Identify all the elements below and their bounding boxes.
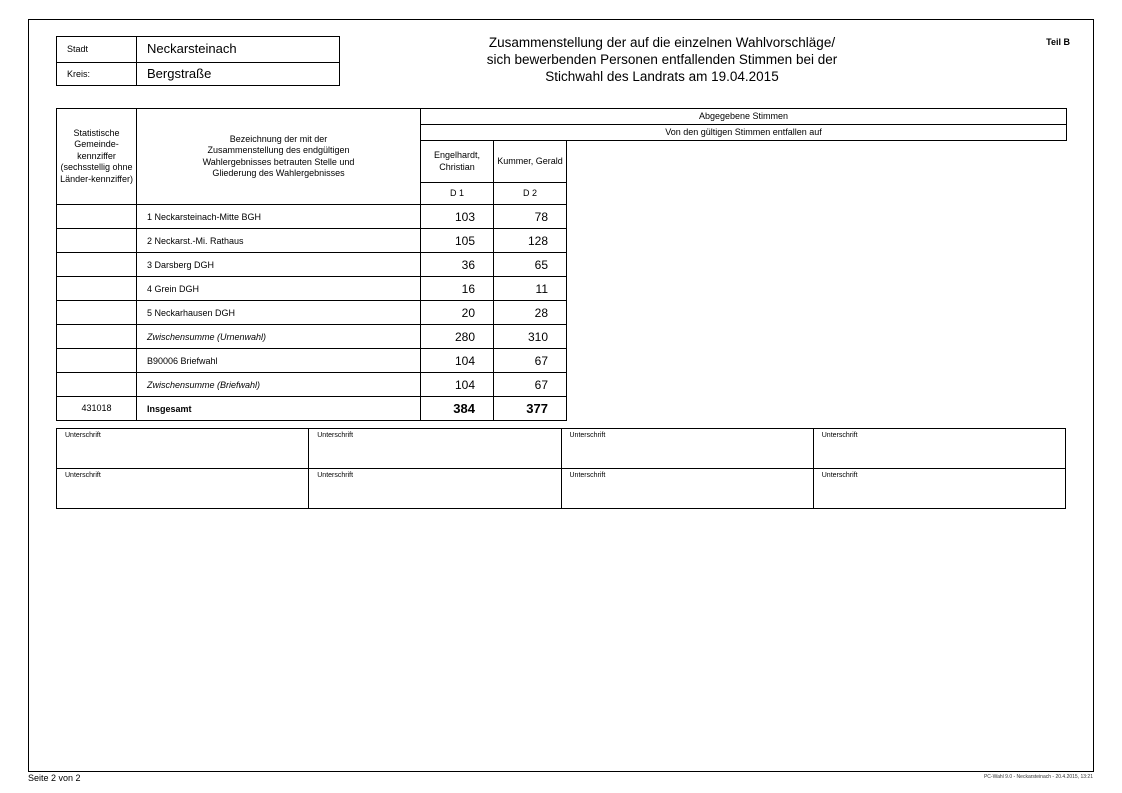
software-footer: PC-Wahl 9.0 - Neckarsteinach - 20.4.2015, 13:21 bbox=[983, 774, 1093, 780]
table-row bbox=[57, 301, 1067, 325]
total-d1: 384 bbox=[421, 397, 494, 421]
stadt-row bbox=[57, 37, 339, 63]
col-header-stat: Statistische Gemeinde-kennziffer (sechsstellig ohne Länder-kennziffer) bbox=[57, 109, 137, 205]
row-d1: 36 bbox=[421, 253, 494, 277]
title-line-2: sich bewerbenden Personen entfallenden Stimmen bei der bbox=[486, 52, 838, 67]
kreis-value: Bergstraße bbox=[147, 66, 212, 81]
row-d1: 104 bbox=[421, 373, 494, 397]
row-bezeichnung: 2 Neckarst.-Mi. Rathaus bbox=[137, 229, 421, 253]
signature-field[interactable]: Unterschrift bbox=[57, 429, 309, 469]
row-bezeichnung: 3 Darsberg DGH bbox=[137, 253, 421, 277]
row-stat bbox=[57, 325, 137, 349]
row-d2: 65 bbox=[494, 253, 567, 277]
title-line-3: Stichwahl des Landrats am 19.04.2015 bbox=[545, 69, 779, 84]
row-d2: 67 bbox=[494, 373, 567, 397]
row-d1: 16 bbox=[421, 277, 494, 301]
header-gueltige-stimmen: Von den gültigen Stimmen entfallen auf bbox=[421, 125, 1067, 141]
candidate-d1-name: Engelhardt, Christian bbox=[421, 141, 494, 183]
signature-field[interactable]: Unterschrift bbox=[813, 469, 1065, 509]
row-d1: 280 bbox=[421, 325, 494, 349]
candidate-d1-code: D 1 bbox=[421, 183, 494, 205]
signature-field[interactable]: Unterschrift bbox=[561, 469, 813, 509]
total-d2: 377 bbox=[494, 397, 567, 421]
row-stat bbox=[57, 373, 137, 397]
table-row-total bbox=[57, 397, 1067, 421]
kreis-label: Kreis: bbox=[57, 62, 137, 86]
signature-field[interactable]: Unterschrift bbox=[561, 429, 813, 469]
row-d1: 103 bbox=[421, 205, 494, 229]
row-stat bbox=[57, 277, 137, 301]
row-stat bbox=[57, 229, 137, 253]
header-abgegebene-stimmen: Abgegebene Stimmen bbox=[421, 109, 1067, 125]
table-row-subtotal bbox=[57, 373, 1067, 397]
row-d1: 20 bbox=[421, 301, 494, 325]
row-bezeichnung: 1 Neckarsteinach-Mitte BGH bbox=[137, 205, 421, 229]
row-d1: 105 bbox=[421, 229, 494, 253]
row-bezeichnung: 4 Grein DGH bbox=[137, 277, 421, 301]
row-d2: 67 bbox=[494, 349, 567, 373]
row-d2: 28 bbox=[494, 301, 567, 325]
candidate-d2-name: Kummer, Gerald bbox=[494, 141, 567, 183]
table-row bbox=[57, 205, 1067, 229]
row-stat bbox=[57, 205, 137, 229]
row-d2: 310 bbox=[494, 325, 567, 349]
kreis-row bbox=[57, 62, 339, 86]
stadt-label: Stadt bbox=[57, 37, 137, 62]
table-row bbox=[57, 229, 1067, 253]
signature-field[interactable]: Unterschrift bbox=[309, 469, 561, 509]
col-header-bezeichnung: Bezeichnung der mit der Zusammenstellung des endgültigen Wahlergebnisses betrauten Stelle und Gliederung des Wahlergebnisses bbox=[137, 109, 421, 205]
total-stat: 431018 bbox=[57, 397, 137, 421]
row-d2: 128 bbox=[494, 229, 567, 253]
row-bezeichnung: B90006 Briefwahl bbox=[137, 349, 421, 373]
row-stat bbox=[57, 349, 137, 373]
signature-field[interactable]: Unterschrift bbox=[813, 429, 1065, 469]
table-row bbox=[57, 253, 1067, 277]
location-box bbox=[56, 36, 340, 86]
table-row bbox=[57, 277, 1067, 301]
teil-label: Teil B bbox=[1046, 37, 1070, 47]
stadt-value: Neckarsteinach bbox=[147, 41, 237, 56]
row-d1: 104 bbox=[421, 349, 494, 373]
title-line-1: Zusammenstellung der auf die einzelnen Wahlvorschläge/ bbox=[488, 35, 836, 50]
row-stat bbox=[57, 301, 137, 325]
results-table bbox=[56, 108, 1067, 421]
row-bezeichnung: Zwischensumme (Briefwahl) bbox=[137, 373, 421, 397]
document-title bbox=[440, 34, 884, 85]
page-number: Seite 2 von 2 bbox=[28, 773, 81, 783]
row-d2: 11 bbox=[494, 277, 567, 301]
row-d2: 78 bbox=[494, 205, 567, 229]
row-stat bbox=[57, 253, 137, 277]
signature-table bbox=[56, 428, 1066, 509]
table-row bbox=[57, 349, 1067, 373]
table-row-subtotal bbox=[57, 325, 1067, 349]
row-bezeichnung: 5 Neckarhausen DGH bbox=[137, 301, 421, 325]
total-bezeichnung: Insgesamt bbox=[137, 397, 421, 421]
candidate-d2-code: D 2 bbox=[494, 183, 567, 205]
signature-field[interactable]: Unterschrift bbox=[57, 469, 309, 509]
row-bezeichnung: Zwischensumme (Urnenwahl) bbox=[137, 325, 421, 349]
signature-field[interactable]: Unterschrift bbox=[309, 429, 561, 469]
